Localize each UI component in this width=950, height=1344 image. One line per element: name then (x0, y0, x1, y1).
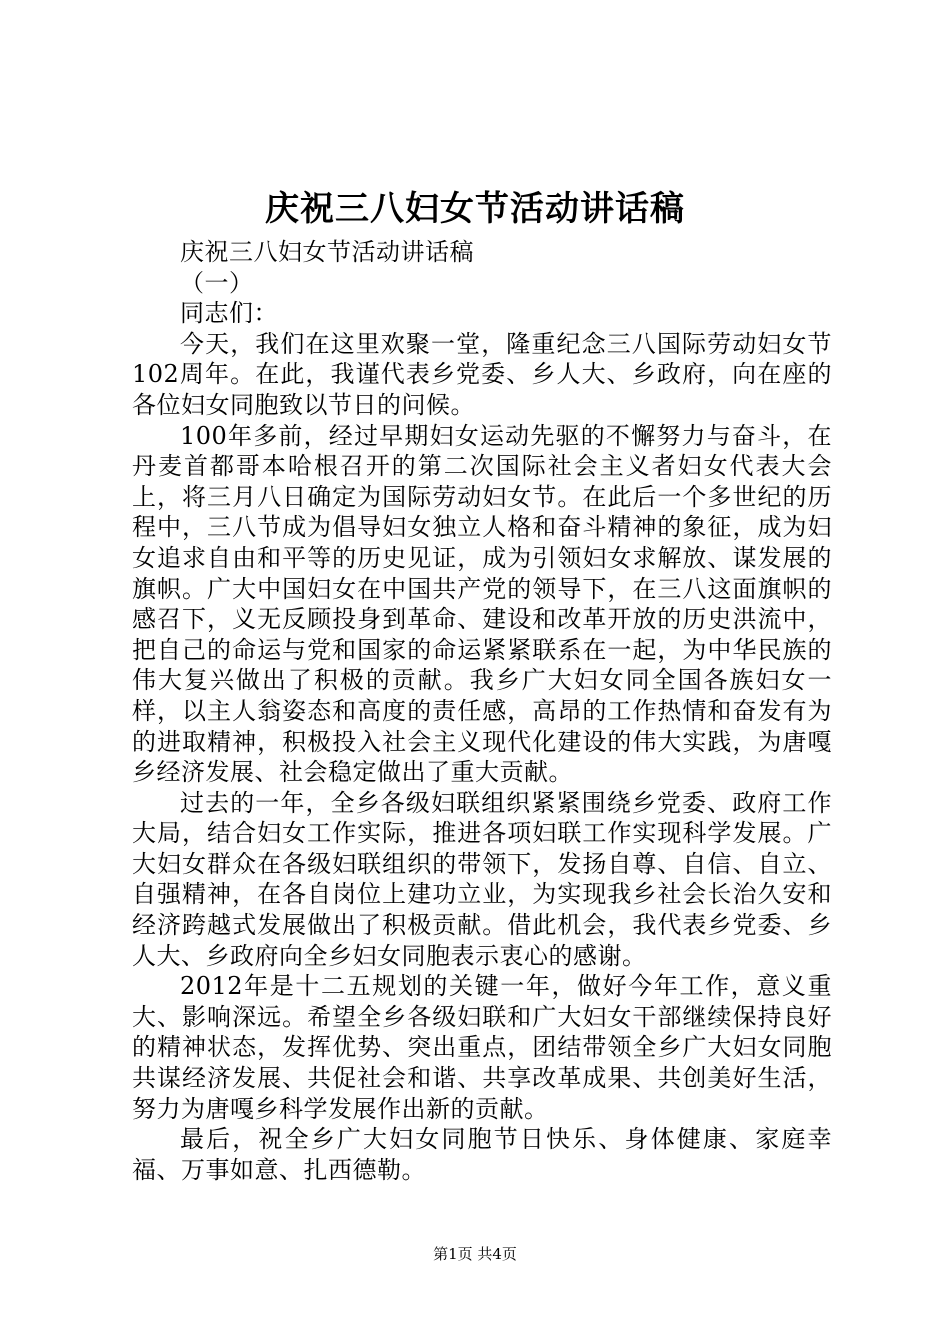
salutation: 同志们： (180, 299, 278, 328)
paragraph: 2012年是十二五规划的关键一年，做好今年工作，意义重大、影响深远。希望全乡各级妇联和广大妇女干部继续保持良好的精神状态，发挥优势、突出重点，团结带领全乡广大妇女同胞共谋经济发展、共促社会和谐、共享改革成果、共创美好生活，努力为唐嘎乡科学发展作出新的贡献。 (132, 972, 832, 1123)
page-indicator: 第1页 共4页 (433, 1245, 517, 1263)
document-title: 庆祝三八妇女节活动讲话稿 (265, 189, 685, 229)
paragraph: 100年多前，经过早期妇女运动先驱的不懈努力与奋斗，在丹麦首都哥本哈根召开的第二次国际社会主义者妇女代表大会上，将三月八日确定为国际劳动妇女节。在此后一个多世纪的历程中，三八节成为倡导妇女独立人格和奋斗精神的象征，成为妇女追求自由和平等的历史见证，成为引领妇女求解放、谋发展的旗帜。广大中国妇女在中国共产党的领导下，在三八这面旗帜的感召下，义无反顾投身到革命、建设和改革开放的历史洪流中，把自己的命运与党和国家的命运紧紧联系在一起，为中华民族的伟大复兴做出了积极的贡献。我乡广大妇女同全国各族妇女一样，以主人翁姿态和高度的责任感，高昂的工作热情和奋发有为的进取精神，积极投入社会主义现代化建设的伟大实践，为唐嘎乡经济发展、社会稳定做出了重大贡献。 (132, 421, 832, 787)
paragraph: 过去的一年，全乡各级妇联组织紧紧围绕乡党委、政府工作大局，结合妇女工作实际，推进各项妇联工作实现科学发展。广大妇女群众在各级妇联组织的带领下，发扬自尊、自信、自立、自强精神，在各自岗位上建功立业，为实现我乡社会长治久安和经济跨越式发展做出了积极贡献。借此机会，我代表乡党委、乡人大、乡政府向全乡妇女同胞表示衷心的感谢。 (132, 788, 832, 970)
section-marker: （一） (180, 268, 254, 297)
document-body (132, 237, 832, 1185)
paragraph: 今天，我们在这里欢聚一堂，隆重纪念三八国际劳动妇女节102周年。在此，我谨代表乡党委、乡人大、乡政府，向在座的各位妇女同胞致以节日的问候。 (132, 329, 832, 419)
document-subtitle: 庆祝三八妇女节活动讲话稿 (180, 238, 474, 266)
paragraph: 最后，祝全乡广大妇女同胞节日快乐、身体健康、家庭幸福、万事如意、扎西德勒。 (132, 1125, 832, 1184)
